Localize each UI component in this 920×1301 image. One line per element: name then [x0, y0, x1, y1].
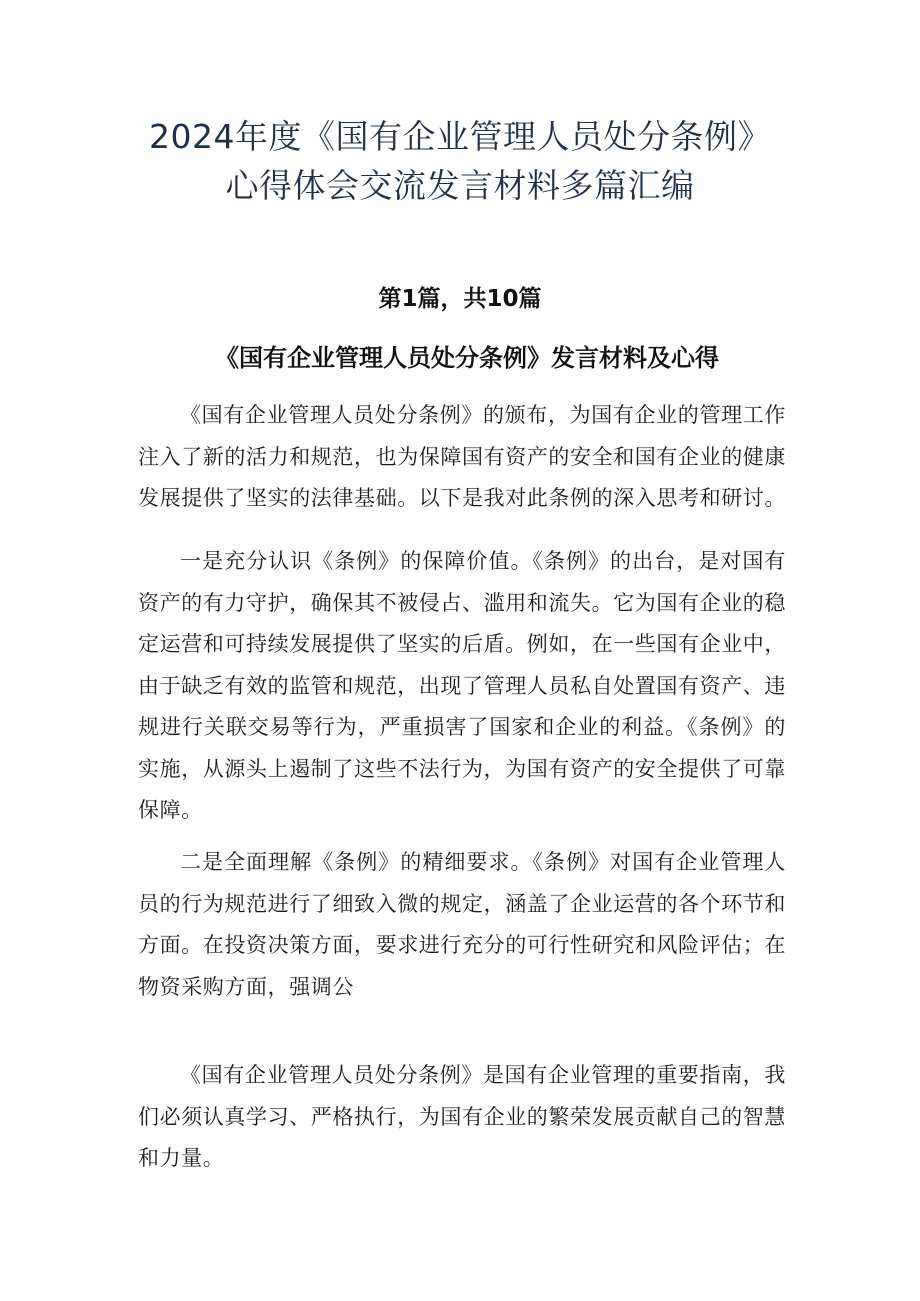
- article-title: 《国有企业管理人员处分条例》发言材料及心得: [215, 344, 719, 372]
- paragraph-point-two: 二是全面理解《条例》的精细要求。《条例》对国有企业管理人员的行为规范进行了细致入微的规定，涵盖了企业运营的各个环节和方面。在投资决策方面，要求进行充分的可行性研究和风险评估；在物资采购方面，强调公: [138, 850, 786, 999]
- paragraph-conclusion: 《国有企业管理人员处分条例》是国有企业管理的重要指南，我们必须认真学习、严格执行，为国有企业的繁荣发展贡献自己的智慧和力量。: [138, 1063, 786, 1170]
- document-title-line-2: 心得体会交流发言材料多篇汇编: [225, 166, 695, 205]
- paragraph-point-one: 一是充分认识《条例》的保障价值。《条例》的出台，是对国有资产的有力守护，确保其不被侵占、滥用和流失。它为国有企业的稳定运营和可持续发展提供了坚实的后盾。例如，在一些国有企业中，由于缺乏有效的监管和规范，出现了管理人员私自处置国有资产、违规进行关联交易等行为，严重损害了国家和企业的利益。《条例》的实施，从源头上遏制了这些不法行为，为国有资产的安全提供了可靠保障。: [138, 549, 786, 822]
- section-number: 第1篇，共10篇: [378, 286, 542, 312]
- document-title-line-1: 2024年度《国有企业管理人员处分条例》: [149, 117, 771, 156]
- paragraph-intro: 《国有企业管理人员处分条例》的颁布，为国有企业的管理工作注入了新的活力和规范，也为保障国有资产的安全和国有企业的健康发展提供了坚实的法律基础。以下是我对此条例的深入思考和研讨。: [138, 403, 786, 510]
